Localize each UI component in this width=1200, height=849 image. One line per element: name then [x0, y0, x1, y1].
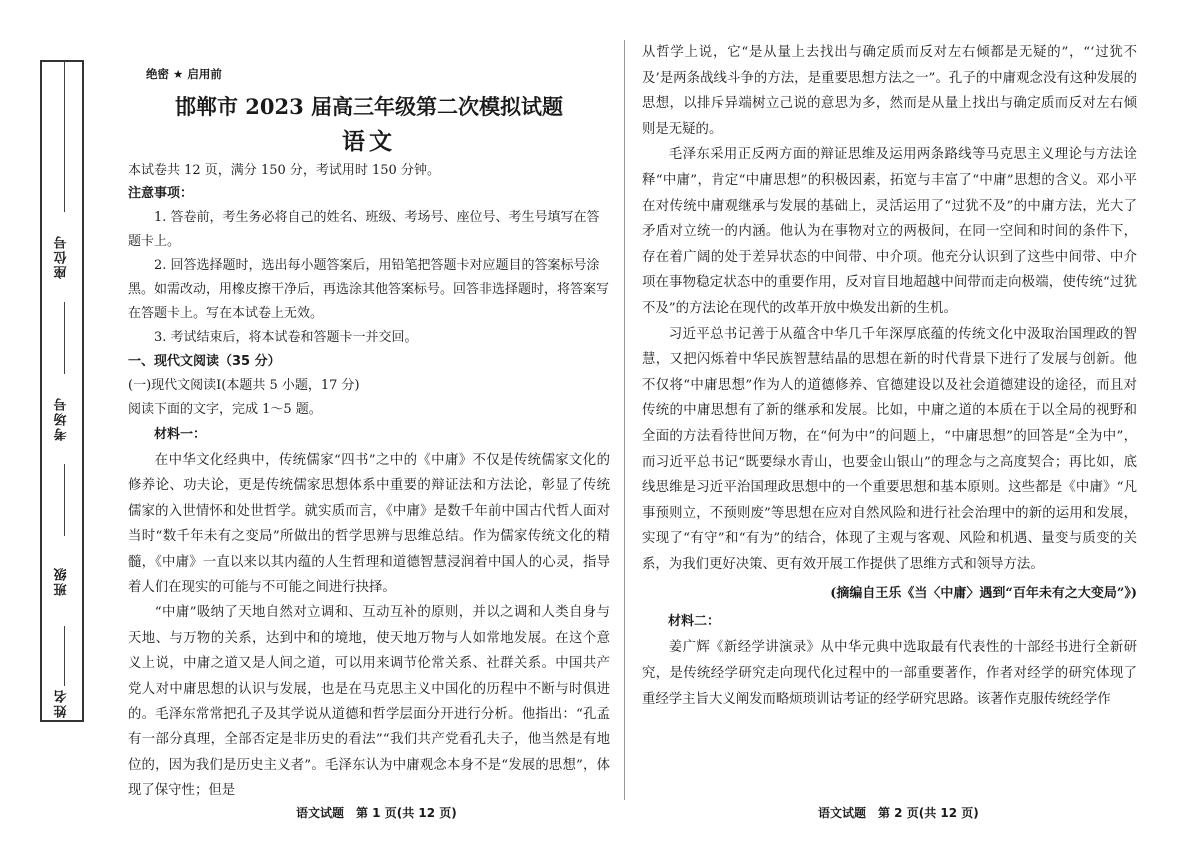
binding-line [64, 302, 65, 374]
material-one-label: 材料一： [154, 427, 207, 442]
body-paragraph: 习近平总书记善于从蕴含中华几千年深厚底蕴的传统文化中汲取治国理政的智慧，又把闪烁着中华民族智慧结晶的思想在新的时代背景下进行了发展与创新。他不仅将“中庸思想”作为人的道德修养、官德建设以及社会道德建设的途径，而且对传统的中庸思想有了新的继承和发展。比如，中庸之道的本质在于以全局的视野和全面的方法看待世间万物，在“何为中”的问题上，“中庸思想”的回答是“全为中”，而习近平总书记“既要绿水青山，也要金山银山”的理念与之高度契合；再比如，底线思维是习近平治国理政思想中的一个重要思想和基本原则。这些都是《中庸》“凡事预则立，不预则废”等思想在应对自然风险和进行社会治理中的新的运用和发展，实现了“有守”和“有为”的结合，体现了主观与客观、风险和机遇、量变与质变的关系，为我们更好决策、更有效开展工作提供了思维方式和领导方法。 [642, 326, 1137, 572]
secret-mark: 绝密 ★ 启用前 [146, 67, 222, 81]
material-two-label: 材料二： [668, 614, 721, 630]
exam-info: 本试卷共 12 页，满分 150 分，考试用时 150 分钟。 [128, 163, 440, 178]
notice-item: 3. 考试结束后，将本试卷和答题卡一并交回。 [154, 330, 418, 345]
section-heading: 一、现代文阅读（35 分） [128, 354, 281, 369]
notice-item: 1. 答卷前，考生务必将自己的姓名、班级、考场号、座位号、考生号填写在答题卡上。 [128, 210, 600, 249]
notice-item: 2. 回答选择题时，选出每小题答案后，用铅笔把答题卡对应题目的答案标号涂黑。如需改动，用橡皮擦干净后，再选涂其他答案标号。回答非选择题时，将答案写在答题卡上。写在本试卷上无效。 [128, 258, 610, 321]
exam-room-label: 考场号 [54, 396, 70, 442]
body-paragraph: 在中华文化经典中，传统儒家“四书”之中的《中庸》不仅是传统儒家文化的修养论、功夫论，更是传统儒家思想体系中重要的辩证法和方法论，彰显了传统儒家的入世情怀和处世哲学。就实质而言，《中庸》是数千年前中国古代哲人面对当时“数千年未有之变局”所做出的哲学思辨与思维总结。作为儒家传统文化的精髓，《中庸》一直以来以其内蕴的人生哲理和道德智慧浸润着中国人的心灵，指导着人们在现实的可能与不可能之间进行抉择。 [128, 453, 610, 596]
student-name-label: 姓名 [54, 688, 70, 718]
binding-line [64, 464, 65, 536]
subject-title: 语文 [342, 129, 396, 155]
binding-line [64, 62, 65, 212]
body-paragraph: 从哲学上说，它“是从量上去找出与确定质而反对左右倾都是无疑的”，“‘过犹不及’是两条战线斗争的方法，是重要思想方法之一”。孔子的中庸观念没有这种发展的思想，以排斥异端树立己说的意思为多，然而是从量上找出与确定质而反对左右倾则是无疑的。 [642, 45, 1137, 137]
seat-number-label: 座位号 [54, 234, 70, 280]
page-divider [624, 40, 625, 800]
reading-instruction: 阅读下面的文字，完成 1～5 题。 [128, 402, 322, 417]
left-page [128, 40, 610, 804]
binding-line [64, 626, 65, 686]
body-paragraph: 毛泽东采用正反两方面的辩证思维及运用两条路线等马克思主义理论与方法诠释“中庸”，肯定“中庸思想”的积极因素，拓宽与丰富了“中庸”思想的含义。邓小平在对传统中庸观继承与发展的基础上，灵活运用了“过犹不及”的中庸方法，光大了矛盾对立统一的内涵。他认为在事物对立的两极间，在同一空间和时间的条件下，存在着广阔的处于差异状态的中间带、中介项。他充分认识到了这些中间带、中介项在事物稳定状态中的重要作用，反对盲目地超越中间带而走向极端，使传统“过犹不及”的方法论在现代的改革开放中焕发出新的生机。 [642, 147, 1137, 316]
binding-margin [40, 60, 84, 722]
class-label: 班级 [54, 566, 70, 596]
page-footer-left: 语文试题 第 1 页(共 12 页) [296, 806, 457, 820]
body-paragraph: “中庸”吸纳了天地自然对立调和、互动互补的原则，并以之调和人类自身与天地、与万物的关系，达到中和的境地，使天地万物与人如常地发展。在这个意义上说，中庸之道又是人间之道，可以用来调节伦常关系、社群关系。中国共产党人对中庸思想的认识与发展，也是在马克思主义中国化的历程中不断与时俱进的。毛泽东常常把孔子及其学说从道德和哲学层面分开进行分析。他指出：“孔孟有一部分真理，全部否定是非历史的看法”“我们共产党看孔夫子，他当然是有地位的，因为我们是历史主义者”。毛泽东认为中庸观念本身不是“发展的思想”，体现了保守性；但是 [128, 605, 610, 799]
page-footer-right: 语文试题 第 2 页(共 12 页) [818, 806, 979, 820]
right-page [642, 40, 1137, 712]
subsection-heading: (一)现代文阅读Ⅰ(本题共 5 小题，17 分) [128, 378, 360, 393]
notice-title: 注意事项： [128, 186, 194, 201]
source-citation: (摘编自王乐《当〈中庸〉遇到“百年未有之大变局”》) [830, 586, 1137, 602]
body-paragraph: 姜广辉《新经学讲演录》从中华元典中选取最有代表性的十部经书进行全新研究，是传统经学研究走向现代化过程中的一部重要著作，作者对经学的研究体现了重经学主旨大义阐发而略烦琐训诂考证的经学研究思路。该著作克服传统经学作 [642, 640, 1137, 707]
exam-title: 邯郸市 2023 届高三年级第二次模拟试题 [174, 94, 564, 119]
